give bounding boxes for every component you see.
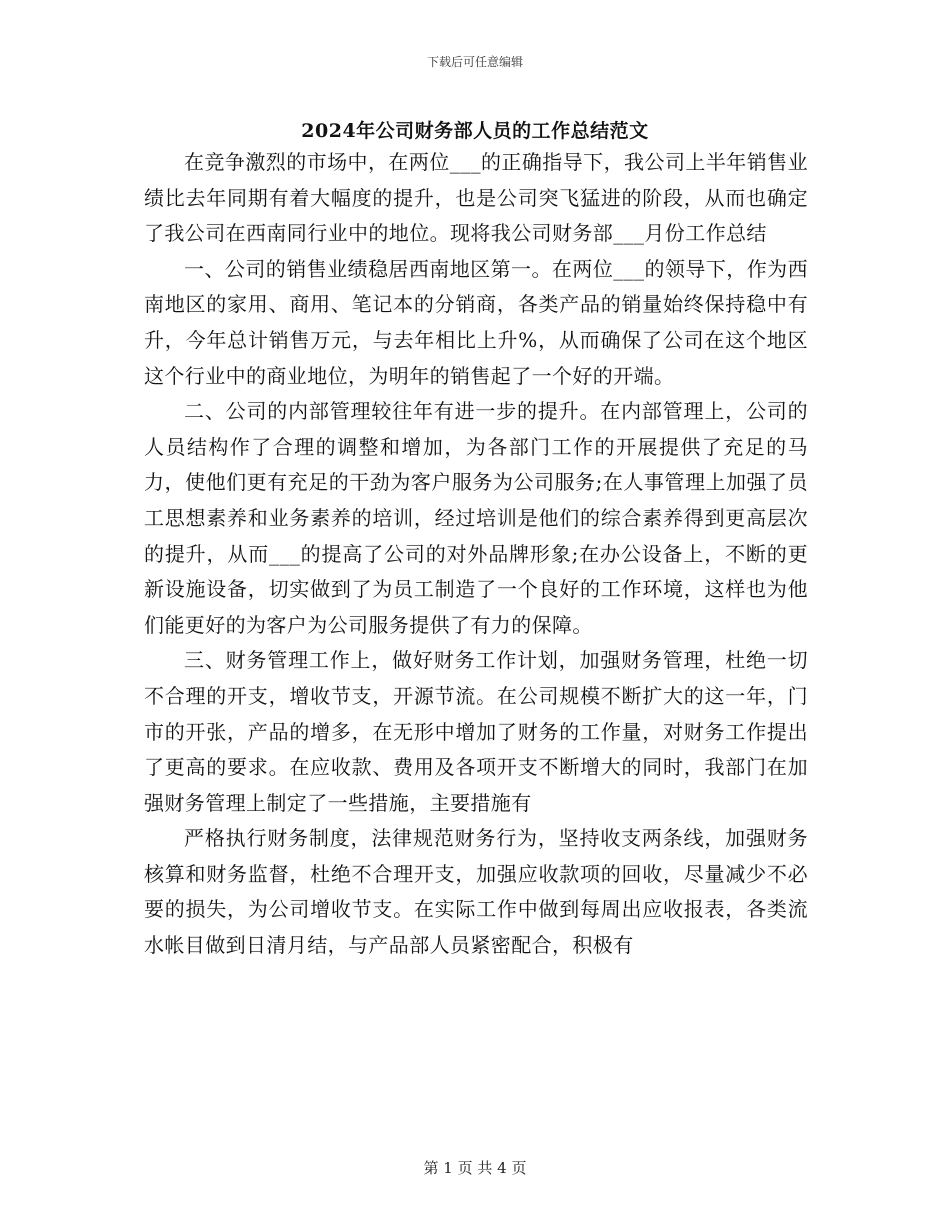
paragraph-financial-management: 三、财务管理工作上，做好财务工作计划，加强财务管理，杜绝一切不合理的开支，增收节支，开源节流。在公司规模不断扩大的这一年，门市的开张，产品的增多，在无形中增加了财务的工作量，对财务工作提出了更高的要求。在应收款、费用及各项开支不断增大的同时，我部门在加强财务管理上制定了一些措施，主要措施有 [144,648,808,815]
document-body [144,145,808,964]
header-note: 下载后可任意编辑 [426,55,523,69]
paragraph-financial-measures: 严格执行财务制度，法律规范财务行为，坚持收支两条线，加强财务核算和财务监督，杜绝不合理开支，加强应收款项的回收，尽量减少不必要的损失，为公司增收节支。在实际工作中做到每周出应收报表，各类流水帐目做到日清月结，与产品部人员紧密配合，积极有 [144,826,808,958]
page-indicator: 第 1 页 共 4 页 [423,1159,527,1177]
paragraph-sales-performance: 一、公司的销售业绩稳居西南地区第一。在两位___的领导下，作为西南地区的家用、商用、笔记本的分销商，各类产品的销量始终保持稳中有升，今年总计销售万元，与去年相比上升%，从而确保了公司在这个地区这个行业中的商业地位，为明年的销售起了一个好的开端。 [144,256,808,388]
paragraph-internal-management: 二、公司的内部管理较往年有进一步的提升。在内部管理上，公司的人员结构作了合理的调整和增加，为各部门工作的开展提供了充足的马力，使他们更有充足的干劲为客户服务为公司服务;在人事管理上加强了员工思想素养和业务素养的培训，经过培训是他们的综合素养得到更高层次的提升，从而___的提高了公司的对外品牌形象;在办公设备上，不断的更新设施设备，切实做到了为员工制造了一个良好的工作环境，这样也为他们能更好的为客户为公司服务提供了有力的保障。 [144,399,808,637]
document-title: 2024年公司财务部人员的工作总结范文 [301,120,649,142]
paragraph-intro: 在竞争激烈的市场中，在两位___的正确指导下，我公司上半年销售业绩比去年同期有着大幅度的提升，也是公司突飞猛进的阶段，从而也确定了我公司在西南同行业中的地位。现将我公司财务部___月份工作总结 [144,150,808,246]
